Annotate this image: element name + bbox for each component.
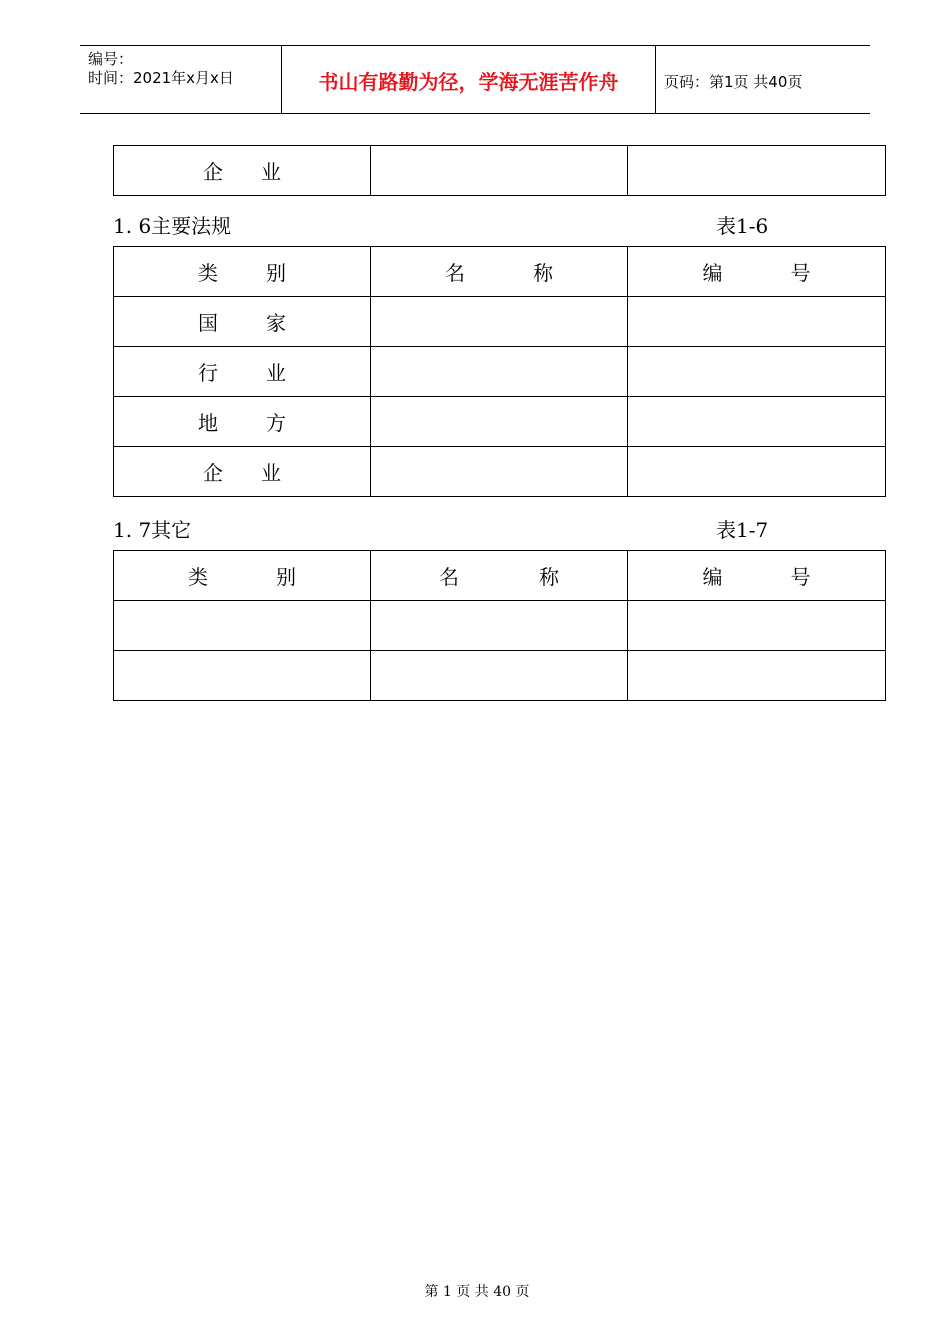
- page-footer: 第 1 页 共 40 页: [424, 1284, 530, 1300]
- name-cell[interactable]: [371, 601, 628, 651]
- number-cell[interactable]: [628, 397, 886, 447]
- table-label-1-7: 表1-7: [716, 518, 769, 542]
- table-row: [114, 397, 886, 447]
- table-row: [114, 297, 886, 347]
- header-top-rule: [80, 45, 870, 46]
- header-name: 名 称: [371, 247, 628, 297]
- table-row: [114, 651, 886, 701]
- category-cell[interactable]: [114, 651, 371, 701]
- header-category: 类 别: [114, 247, 371, 297]
- section-title-1-7: 1. 7其它: [113, 518, 192, 542]
- number-cell[interactable]: [628, 601, 886, 651]
- header-page-info: 页码：第1页 共40页: [664, 73, 803, 91]
- category-cell[interactable]: [114, 601, 371, 651]
- number-cell[interactable]: [628, 297, 886, 347]
- table-row: [114, 146, 886, 196]
- other-table: [113, 550, 886, 701]
- header-divider-right: [655, 46, 656, 113]
- name-cell[interactable]: [371, 297, 628, 347]
- table-label-1-6: 表1-6: [716, 214, 769, 238]
- section-title-1-6: 1. 6主要法规: [113, 214, 232, 238]
- category-cell: 企 业: [114, 447, 371, 497]
- category-cell: 企 业: [114, 146, 371, 196]
- header-name: 名 称: [371, 551, 628, 601]
- table-header-row: [114, 551, 886, 601]
- table-row: [114, 347, 886, 397]
- number-cell[interactable]: [628, 651, 886, 701]
- category-cell: 行 业: [114, 347, 371, 397]
- header-motto: 书山有路勤为径，学海无涯苦作舟: [318, 70, 619, 94]
- header-number: 编 号: [628, 551, 886, 601]
- number-cell[interactable]: [628, 447, 886, 497]
- table-row: [114, 601, 886, 651]
- number-cell[interactable]: [628, 347, 886, 397]
- name-cell[interactable]: [371, 347, 628, 397]
- category-cell: 地 方: [114, 397, 371, 447]
- category-cell: 国 家: [114, 297, 371, 347]
- name-cell[interactable]: [371, 447, 628, 497]
- table-header-row: [114, 247, 886, 297]
- carryover-table: [113, 145, 886, 196]
- name-cell[interactable]: [371, 146, 628, 196]
- header-category: 类 别: [114, 551, 371, 601]
- number-cell[interactable]: [628, 146, 886, 196]
- name-cell[interactable]: [371, 397, 628, 447]
- document-number-label: 编号：: [88, 50, 134, 68]
- header-number: 编 号: [628, 247, 886, 297]
- regulations-table: [113, 246, 886, 497]
- name-cell[interactable]: [371, 651, 628, 701]
- document-time-label: 时间：2021年x月x日: [88, 69, 234, 87]
- header-bottom-rule: [80, 113, 870, 114]
- table-row: [114, 447, 886, 497]
